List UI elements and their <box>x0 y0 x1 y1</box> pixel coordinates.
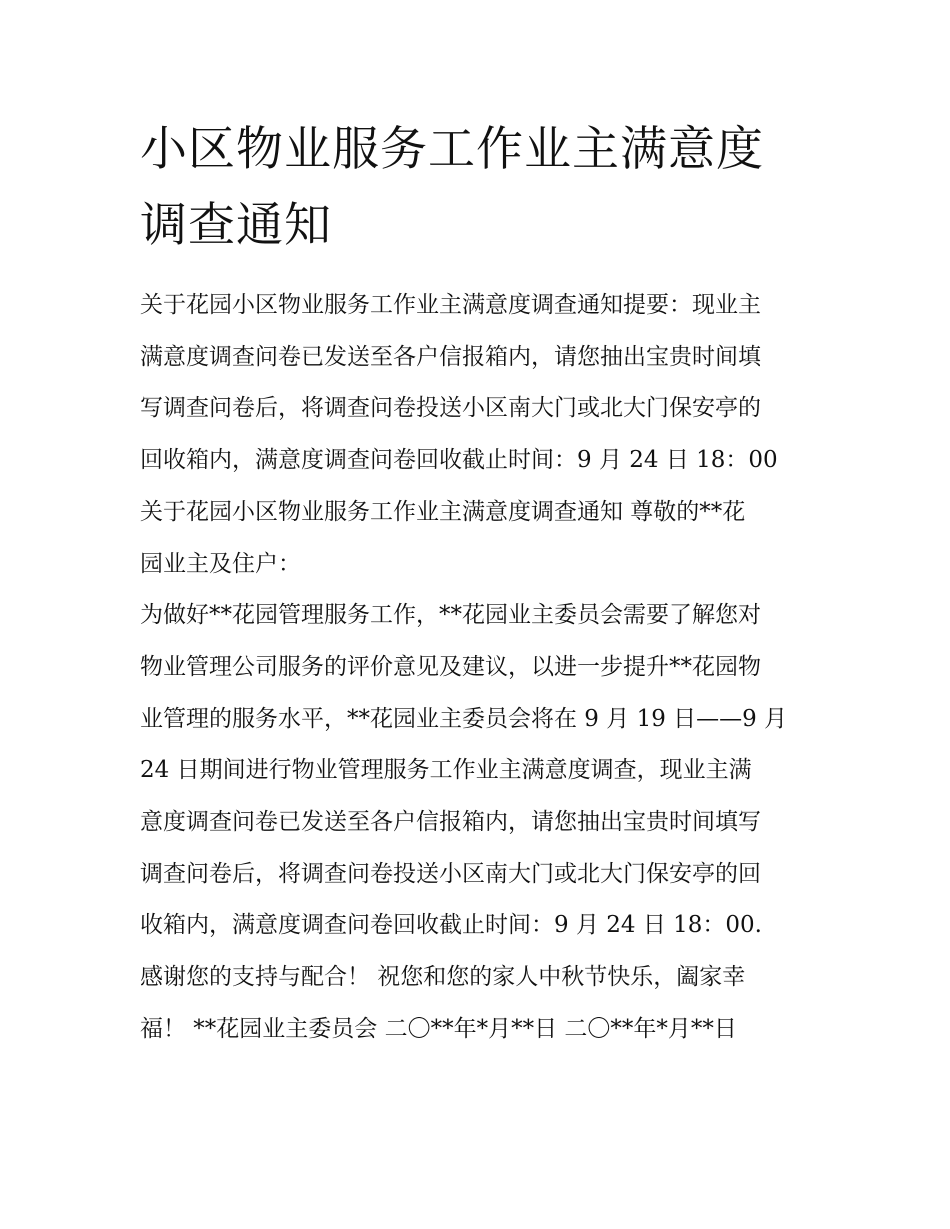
text-line: 调查问卷后，将调查问卷投送小区南大门或北大门保安亭的回 <box>140 860 761 887</box>
text-line: 意度调查问卷已发送至各户信报箱内，请您抽出宝贵时间填写 <box>140 809 761 836</box>
summary-paragraph <box>140 280 820 487</box>
text-line: 关于花园小区物业服务工作业主满意度调查通知 尊敬的**花 <box>140 498 746 525</box>
title-line-1: 小区物业服务工作业主满意度 <box>140 122 764 177</box>
text-line: 回收箱内，满意度调查问卷回收截止时间：9 月 24 日 18：00 <box>140 447 778 474</box>
text-line: 福！ **花园业主委员会 二〇**年*月**日 二〇**年*月**日 <box>140 1015 737 1042</box>
document-title <box>140 112 820 264</box>
text-line: 园业主及住户： <box>140 550 301 577</box>
text-line: 感谢您的支持与配合！ 祝您和您的家人中秋节快乐，阖家幸 <box>140 964 746 991</box>
text-line: 写调查问卷后，将调查问卷投送小区南大门或北大门保安亭的 <box>140 395 761 422</box>
text-line: 为做好**花园管理服务工作，**花园业主委员会需要了解您对 <box>140 602 761 629</box>
title-line-2: 调查通知 <box>140 198 332 253</box>
closing-paragraph <box>140 952 820 1055</box>
salutation-paragraph <box>140 487 820 590</box>
text-line: 满意度调查问卷已发送至各户信报箱内，请您抽出宝贵时间填 <box>140 343 761 370</box>
document-body <box>140 280 820 1056</box>
text-line: 业管理的服务水平，**花园业主委员会将在 9 月 19 日——9 月 <box>140 705 788 732</box>
text-line: 收箱内，满意度调查问卷回收截止时间：9 月 24 日 18：00. <box>140 912 762 939</box>
text-line: 24 日期间进行物业管理服务工作业主满意度调查，现业主满 <box>140 757 752 784</box>
text-line: 物业管理公司服务的评价意见及建议，以进一步提升**花园物 <box>140 653 761 680</box>
main-paragraph <box>140 590 820 952</box>
text-line: 关于花园小区物业服务工作业主满意度调查通知提要：现业主 <box>140 292 761 318</box>
